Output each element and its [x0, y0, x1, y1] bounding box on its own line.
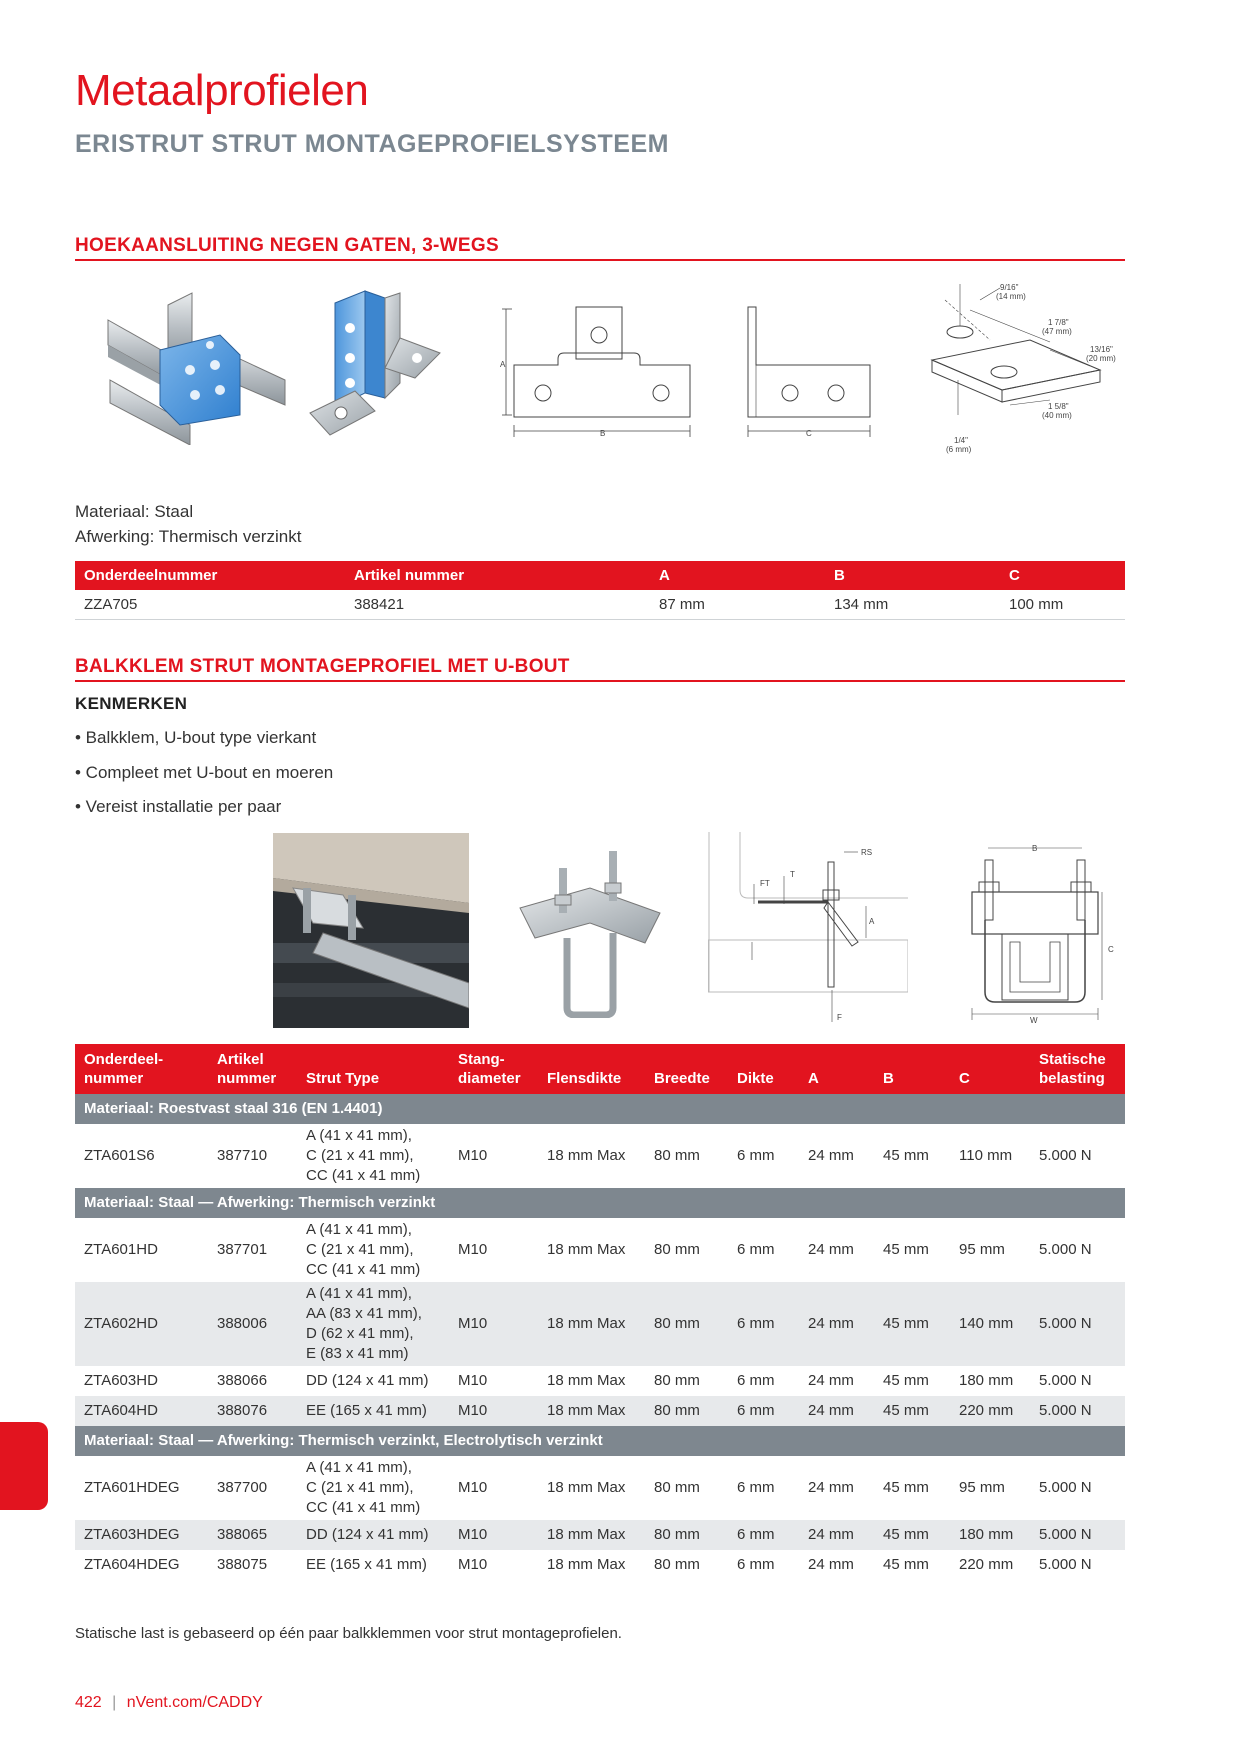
feature-item: • Vereist installatie per paar — [75, 797, 282, 816]
table-cell: 24 mm — [799, 1520, 874, 1550]
beam-clamp-side-drawing — [708, 832, 908, 1027]
header-cell: Strut Type — [297, 1044, 449, 1094]
table-cell: M10 — [458, 1479, 488, 1496]
table-cell: M10 — [458, 1241, 488, 1258]
table-cell: 95 mm — [959, 1241, 1005, 1258]
finish-label: Afwerking: Thermisch verzinkt — [75, 527, 302, 546]
table-cell: 5.000 N — [1039, 1372, 1092, 1389]
table-cell: 87 mm — [650, 590, 825, 619]
table-cell: 388066 — [217, 1372, 268, 1389]
table-cell: ZZA705 — [75, 590, 345, 619]
table-cell: 45 mm — [883, 1372, 929, 1389]
table-cell: ZTA602HD — [75, 1282, 208, 1366]
table-cell: 45 mm — [883, 1241, 929, 1258]
table-cell: 18 mm Max — [547, 1241, 626, 1258]
table-cell: 80 mm — [654, 1556, 700, 1573]
header-cell: C — [1000, 561, 1125, 590]
section-title-beam-clamp: BALKKLEM STRUT MONTAGEPROFIEL MET U-BOUT — [75, 656, 570, 677]
table-cell — [297, 1550, 449, 1580]
strut-type-line: DD (124 x 41 mm) — [306, 1372, 429, 1389]
table-cell: 5.000 N — [1039, 1147, 1092, 1164]
table-cell: M10 — [458, 1372, 488, 1389]
table-cell: M10 — [449, 1396, 538, 1426]
side-tab-marker — [0, 1422, 48, 1510]
header-cell: Stang- diameter — [449, 1044, 538, 1094]
header-cell: C — [950, 1044, 1030, 1094]
table-cell — [297, 1366, 449, 1396]
table-cell: 6 mm — [737, 1241, 775, 1258]
table-cell: 24 mm — [799, 1396, 874, 1426]
section-rule — [75, 259, 1125, 261]
dim-label-40mm: (40 mm) — [1042, 411, 1072, 420]
table-row — [75, 1218, 1125, 1282]
table-cell: ZTA601HD — [84, 1241, 158, 1258]
material-label: Materiaal: Staal — [75, 502, 194, 521]
table-cell: M10 — [449, 1282, 538, 1366]
spec-table-corner-connector — [75, 561, 1125, 620]
corner-connector-photo — [305, 283, 445, 443]
header-cell: Artikel nummer — [208, 1044, 297, 1094]
features-title: KENMERKEN — [75, 694, 188, 713]
table-group-row — [75, 1188, 1125, 1218]
group-label: Materiaal: Roestvast staal 316 (EN 1.4401) — [75, 1094, 1125, 1124]
dim-label-f: F — [837, 1013, 842, 1022]
strut-type-line: CC (41 x 41 mm) — [306, 1499, 421, 1516]
dim-label-a: A — [500, 360, 506, 369]
strut-type-line: C (21 x 41 mm), — [306, 1241, 414, 1258]
table-cell: ZTA604HD — [75, 1396, 208, 1426]
table-cell: M10 — [449, 1520, 538, 1550]
table-cell: 18 mm Max — [547, 1147, 626, 1164]
dim-label-1-7-8: 1 7/8" — [1048, 318, 1069, 327]
page-number: 422 — [75, 1694, 102, 1711]
dim-label-20mm: (20 mm) — [1086, 354, 1116, 363]
dim-label-6mm: (6 mm) — [946, 445, 972, 454]
feature-item: • Balkklem, U-bout type vierkant — [75, 728, 317, 747]
table-cell: 18 mm Max — [538, 1282, 645, 1366]
table-cell: 18 mm Max — [538, 1520, 645, 1550]
table-cell: 387701 — [217, 1241, 268, 1258]
header-cell: Onderdeelnummer — [75, 561, 345, 590]
strut-type-line: A (41 x 41 mm), — [306, 1285, 412, 1302]
strut-type-line: C (21 x 41 mm), — [306, 1479, 414, 1496]
strut-type-line: CC (41 x 41 mm) — [306, 1167, 421, 1184]
table-header-row — [75, 561, 1125, 590]
table-cell: ZTA603HD — [84, 1372, 158, 1389]
table-cell: 6 mm — [728, 1282, 799, 1366]
table-cell: 180 mm — [950, 1520, 1030, 1550]
table-cell: 24 mm — [808, 1147, 854, 1164]
table-cell: 6 mm — [728, 1520, 799, 1550]
group-label: Materiaal: Staal — Afwerking: Thermisch verzinkt, Electrolytisch verzinkt — [75, 1426, 1125, 1456]
table-cell: 6 mm — [737, 1372, 775, 1389]
table-cell: 18 mm Max — [547, 1479, 626, 1496]
table-cell: 5.000 N — [1030, 1396, 1125, 1426]
beam-clamp-front-drawing — [960, 842, 1120, 1027]
header-cell: Flensdikte — [538, 1044, 645, 1094]
table-cell: 45 mm — [883, 1556, 929, 1573]
table-cell — [297, 1218, 449, 1282]
footnote: Statische last is gebaseerd op één paar balkklemmen voor strut montageprofielen. — [75, 1625, 622, 1642]
table-cell: 80 mm — [654, 1372, 700, 1389]
table-cell: 140 mm — [950, 1282, 1030, 1366]
table-cell: 388076 — [208, 1396, 297, 1426]
dim-label-rs: RS — [861, 848, 873, 857]
table-cell: 5.000 N — [1030, 1282, 1125, 1366]
table-row — [75, 1282, 1125, 1366]
dim-label-13-16: 13/16" — [1090, 345, 1113, 354]
table-row — [75, 1396, 1125, 1426]
spec-table-beam-clamp — [75, 1044, 1125, 1580]
dim-label-b: B — [600, 429, 606, 438]
strut-type-line: CC (41 x 41 mm) — [306, 1261, 421, 1278]
group-label: Materiaal: Staal — Afwerking: Thermisch verzinkt — [75, 1188, 1125, 1218]
table-cell: 6 mm — [728, 1396, 799, 1426]
table-cell: 6 mm — [737, 1479, 775, 1496]
table-cell: 24 mm — [808, 1372, 854, 1389]
table-cell: 387710 — [217, 1147, 268, 1164]
table-row — [75, 1550, 1125, 1580]
table-row — [75, 590, 1125, 619]
dim-label-t: T — [790, 870, 795, 879]
table-cell: 388065 — [208, 1520, 297, 1550]
table-row — [75, 1124, 1125, 1188]
footer-separator: | — [112, 1694, 117, 1711]
header-cell: Dikte — [728, 1044, 799, 1094]
table-cell — [297, 1520, 449, 1550]
dim-label-14mm: (14 mm) — [996, 292, 1026, 301]
table-group-row — [75, 1094, 1125, 1124]
table-group-row — [75, 1426, 1125, 1456]
strut-type-line: AA (83 x 41 mm), — [306, 1305, 422, 1322]
dim-label-ft: FT — [760, 879, 770, 888]
dim-label-1-4: 1/4" — [954, 436, 968, 445]
footer-link[interactable]: nVent.com/CADDY — [126, 1694, 263, 1711]
header-cell: Artikel nummer — [345, 561, 650, 590]
beam-clamp-photo — [515, 843, 665, 1018]
strut-type-line: C (21 x 41 mm), — [306, 1147, 414, 1164]
table-cell: 5.000 N — [1030, 1520, 1125, 1550]
table-cell: 220 mm — [959, 1556, 1014, 1573]
table-cell: 5.000 N — [1039, 1241, 1092, 1258]
dim-label-c: C — [1108, 945, 1114, 954]
strut-type-line: E (83 x 41 mm) — [306, 1345, 409, 1362]
header-cell: Statische belasting — [1030, 1044, 1125, 1094]
hole-detail-drawing — [930, 280, 1130, 465]
table-cell — [297, 1282, 449, 1366]
table-cell: 134 mm — [825, 590, 1000, 619]
table-cell: 45 mm — [874, 1396, 950, 1426]
table-cell: 388075 — [217, 1556, 268, 1573]
table-cell: 80 mm — [654, 1241, 700, 1258]
table-cell: 24 mm — [808, 1479, 854, 1496]
dim-label-a: A — [869, 917, 875, 926]
table-cell: 45 mm — [874, 1282, 950, 1366]
table-row — [75, 1456, 1125, 1520]
side-view-drawing — [740, 305, 880, 440]
table-cell: 6 mm — [737, 1147, 775, 1164]
section-title-corner-connector: HOEKAANSLUITING NEGEN GATEN, 3-WEGS — [75, 235, 499, 256]
table-cell: ZTA601HDEG — [84, 1479, 180, 1496]
table-cell: 100 mm — [1000, 590, 1125, 619]
table-cell: ZTA601S6 — [84, 1147, 155, 1164]
table-cell: 45 mm — [874, 1520, 950, 1550]
table-cell: 45 mm — [883, 1147, 929, 1164]
strut-type-line: EE (165 x 41 mm) — [306, 1402, 427, 1419]
table-cell: M10 — [458, 1147, 488, 1164]
table-row — [75, 1366, 1125, 1396]
page-title: Metaalprofielen — [75, 66, 369, 115]
beam-clamp-installed-photo — [273, 833, 469, 1028]
feature-item: • Compleet met U-bout en moeren — [75, 763, 334, 782]
table-cell: ZTA603HDEG — [75, 1520, 208, 1550]
dim-label-b: B — [1032, 844, 1038, 853]
table-cell: 5.000 N — [1039, 1556, 1092, 1573]
strut-type-line: A (41 x 41 mm), — [306, 1459, 412, 1476]
table-cell: 95 mm — [959, 1479, 1005, 1496]
table-cell: 110 mm — [959, 1147, 1013, 1164]
table-cell: 80 mm — [654, 1479, 700, 1496]
header-cell: A — [799, 1044, 874, 1094]
table-cell: 80 mm — [645, 1396, 728, 1426]
dim-label-9-16: 9/16" — [1000, 283, 1019, 292]
table-cell — [297, 1396, 449, 1426]
table-cell: 45 mm — [883, 1479, 929, 1496]
header-cell: B — [874, 1044, 950, 1094]
table-cell: 24 mm — [799, 1282, 874, 1366]
dim-label-w: W — [1030, 1016, 1038, 1025]
table-cell — [297, 1456, 449, 1520]
strut-type-line: A (41 x 41 mm), — [306, 1127, 412, 1144]
table-cell: 180 mm — [959, 1372, 1014, 1389]
strut-type-line: DD (124 x 41 mm) — [306, 1526, 429, 1543]
dim-label-c: C — [806, 429, 812, 438]
table-cell: M10 — [458, 1556, 488, 1573]
dim-label-47mm: (47 mm) — [1042, 327, 1072, 336]
strut-type-line: D (62 x 41 mm), — [306, 1325, 414, 1342]
table-cell: 24 mm — [808, 1556, 854, 1573]
table-cell — [297, 1124, 449, 1188]
table-header-row — [75, 1044, 1125, 1094]
table-cell: 388006 — [208, 1282, 297, 1366]
table-cell: 80 mm — [645, 1282, 728, 1366]
table-row — [75, 1520, 1125, 1550]
table-cell: 24 mm — [808, 1241, 854, 1258]
table-cell: 80 mm — [654, 1147, 700, 1164]
table-cell: 387700 — [217, 1479, 268, 1496]
table-cell: 18 mm Max — [547, 1372, 626, 1389]
header-cell: Onderdeel- nummer — [75, 1044, 208, 1094]
table-cell: 5.000 N — [1039, 1479, 1092, 1496]
dim-label-1-5-8: 1 5/8" — [1048, 402, 1069, 411]
table-cell: ZTA604HDEG — [84, 1556, 180, 1573]
table-cell: 80 mm — [645, 1520, 728, 1550]
header-cell: A — [650, 561, 825, 590]
front-view-drawing — [500, 305, 700, 440]
table-cell: 18 mm Max — [547, 1556, 626, 1573]
table-cell: 388421 — [345, 590, 650, 619]
table-cell: 6 mm — [737, 1556, 775, 1573]
page-footer — [75, 1694, 263, 1712]
table-cell: 220 mm — [950, 1396, 1030, 1426]
strut-type-line: A (41 x 41 mm), — [306, 1221, 412, 1238]
three-way-connector-photo — [100, 285, 290, 445]
strut-type-line: EE (165 x 41 mm) — [306, 1556, 427, 1573]
header-cell: Breedte — [645, 1044, 728, 1094]
page-subtitle: ERISTRUT STRUT MONTAGEPROFIELSYSTEEM — [75, 130, 669, 158]
section-rule — [75, 680, 1125, 682]
header-cell: B — [825, 561, 1000, 590]
table-cell: 18 mm Max — [538, 1396, 645, 1426]
